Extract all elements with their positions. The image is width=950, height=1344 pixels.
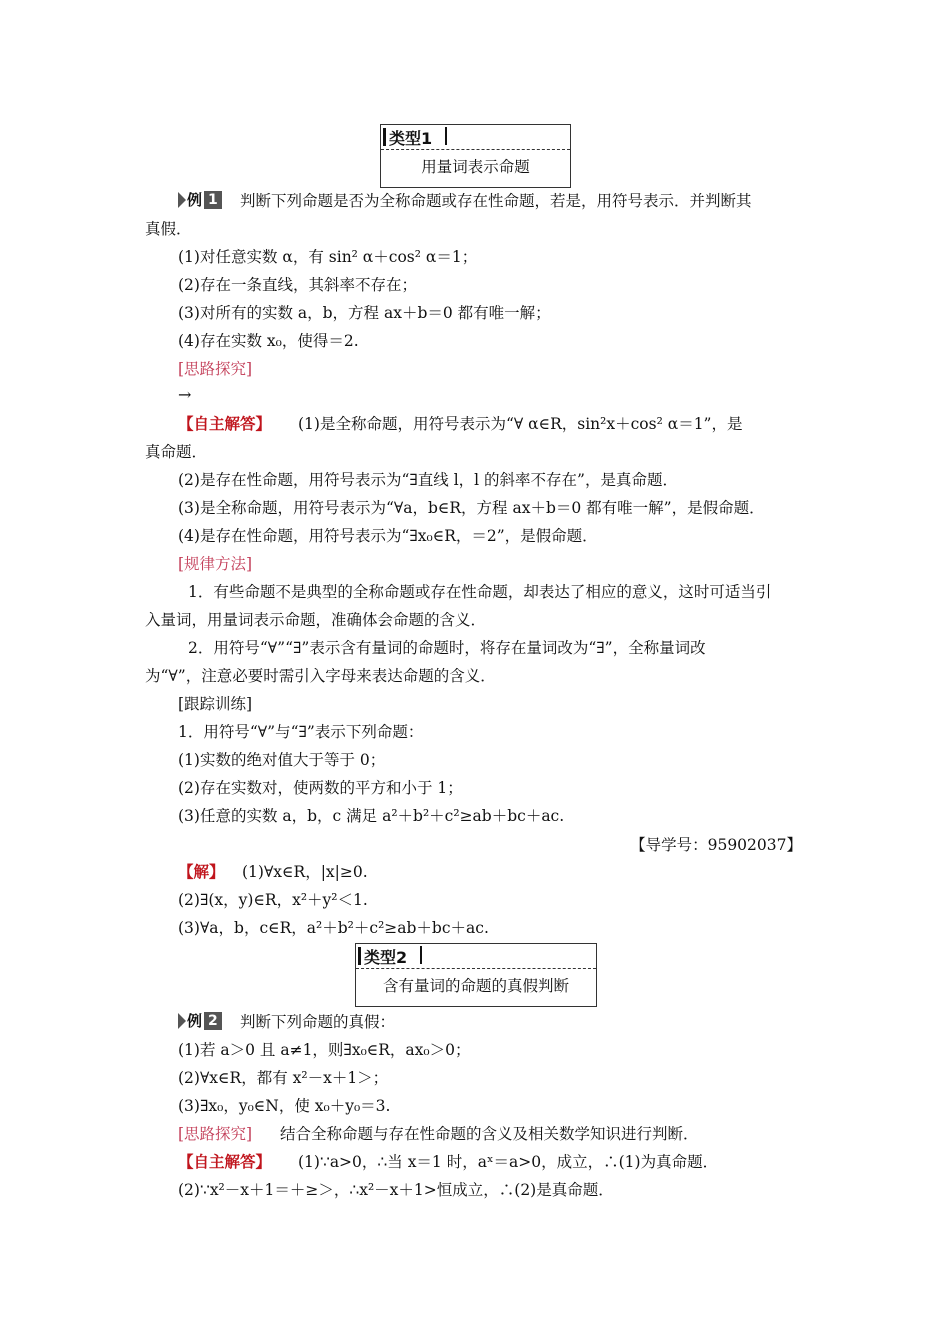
practice-item: 1．用符号“∀”与“∃”表示下列命题： bbox=[178, 723, 424, 741]
type1-box bbox=[380, 124, 571, 188]
type2-box bbox=[355, 943, 597, 1007]
answer-line-cont: 真命题． bbox=[145, 443, 208, 461]
triangle-icon bbox=[178, 1013, 186, 1029]
type1-bar bbox=[445, 127, 447, 145]
practice-item: (3)任意的实数 a，b，c 满足 a²＋b²＋c²≥ab＋bc＋ac. bbox=[178, 807, 565, 825]
example2-item: (2)∀x∈R，都有 x²－x＋1＞； bbox=[178, 1069, 389, 1087]
answer-line: (1)是全称命题，用符号表示为“∀ α∈R，sin²x＋cos² α＝1”，是 bbox=[298, 415, 743, 433]
solution-line: (1)∀x∈R，|x|≥0. bbox=[242, 863, 368, 881]
example1-item: (1)对任意实数 α，有 sin² α＋cos² α＝1； bbox=[178, 248, 478, 266]
thinking-text: 结合全称命题与存在性命题的含义及相关数学知识进行判断． bbox=[280, 1125, 699, 1143]
solution-item: (2)∃(x，y)∈R，x²＋y²＜1. bbox=[178, 891, 368, 909]
method-label: [规律方法] bbox=[178, 555, 253, 573]
method-text: 为“∀”，注意必要时需引入字母来表达命题的含义． bbox=[145, 667, 496, 685]
answer-line: (2)∵x²－x＋1＝＋≥＞，∴x²－x＋1>恒成立，∴(2)是真命题． bbox=[178, 1181, 614, 1199]
example2-question: 判断下列命题的真假： bbox=[240, 1013, 396, 1031]
answer-item: (2)是存在性命题，用符号表示为“∃直线 l，l 的斜率不存在”，是真命题． bbox=[178, 471, 678, 489]
type1-header bbox=[381, 125, 570, 150]
example2-badge: 例 2 bbox=[178, 1010, 222, 1031]
practice-item: (1)实数的绝对值大于等于 0； bbox=[178, 751, 386, 769]
practice-label: [跟踪训练] bbox=[178, 695, 253, 713]
guide-number: 【导学号：95902037】 bbox=[630, 836, 802, 854]
solution-label: 【解】 bbox=[178, 862, 225, 881]
type2-header bbox=[356, 944, 596, 969]
example1-item: (2)存在一条直线，其斜率不存在； bbox=[178, 276, 417, 294]
answer-label: 【自主解答】 bbox=[178, 1152, 272, 1171]
type2-title: 含有量词的命题的真假判断 bbox=[382, 977, 569, 995]
practice-item: (2)存在实数对，使两数的平方和小于 1； bbox=[178, 779, 463, 797]
type2-tag: 类型2 bbox=[364, 945, 407, 968]
arrow-icon: → bbox=[178, 385, 192, 404]
example1-question: 判断下列命题是否为全称命题或存在性命题，若是，用符号表示．并判断其 bbox=[240, 192, 752, 210]
type2-bar bbox=[420, 946, 422, 964]
thinking-label: [思路探究] bbox=[178, 1125, 253, 1143]
method-text: 1．有些命题不是典型的全称命题或存在性命题，却表达了相应的意义，这时可适当引 bbox=[188, 583, 772, 601]
example2-item: (1)若 a＞0 且 a≠1，则∃x₀∈R，ax₀＞0； bbox=[178, 1041, 471, 1059]
triangle-icon bbox=[178, 192, 186, 208]
answer-item: (3)是全称命题，用符号表示为“∀a，b∈R，方程 ax＋b＝0 都有唯一解”，是假命题． bbox=[178, 499, 765, 517]
solution-item: (3)∀a，b，c∈R，a²＋b²＋c²≥ab＋bc＋ac. bbox=[178, 919, 489, 937]
method-text: 入量词，用量词表示命题，准确体会命题的含义． bbox=[145, 611, 487, 629]
type1-tag: 类型1 bbox=[389, 126, 432, 149]
answer-line: (1)∵a>0，∴当 x＝1 时，aˣ＝a>0，成立，∴(1)为真命题． bbox=[298, 1153, 719, 1171]
answer-label: 【自主解答】 bbox=[178, 414, 272, 433]
example1-item: (4)存在实数 x₀，使得＝2. bbox=[178, 332, 359, 350]
example1-item: (3)对所有的实数 a，b，方程 ax＋b＝0 都有唯一解； bbox=[178, 304, 551, 322]
example2-item: (3)∃x₀，y₀∈N，使 x₀＋y₀＝3. bbox=[178, 1097, 391, 1115]
thinking-label: [思路探究] bbox=[178, 360, 253, 378]
answer-item: (4)是存在性命题，用符号表示为“∃x₀∈R，＝2”，是假命题． bbox=[178, 527, 598, 545]
method-text: 2．用符号“∀”“∃”表示含有量词的命题时，将存在量词改为“∃”，全称量词改 bbox=[188, 639, 706, 657]
type1-title: 用量词表示命题 bbox=[421, 158, 530, 176]
example1-badge: 例 1 bbox=[178, 189, 222, 210]
example1-question-cont: 真假． bbox=[145, 220, 192, 238]
